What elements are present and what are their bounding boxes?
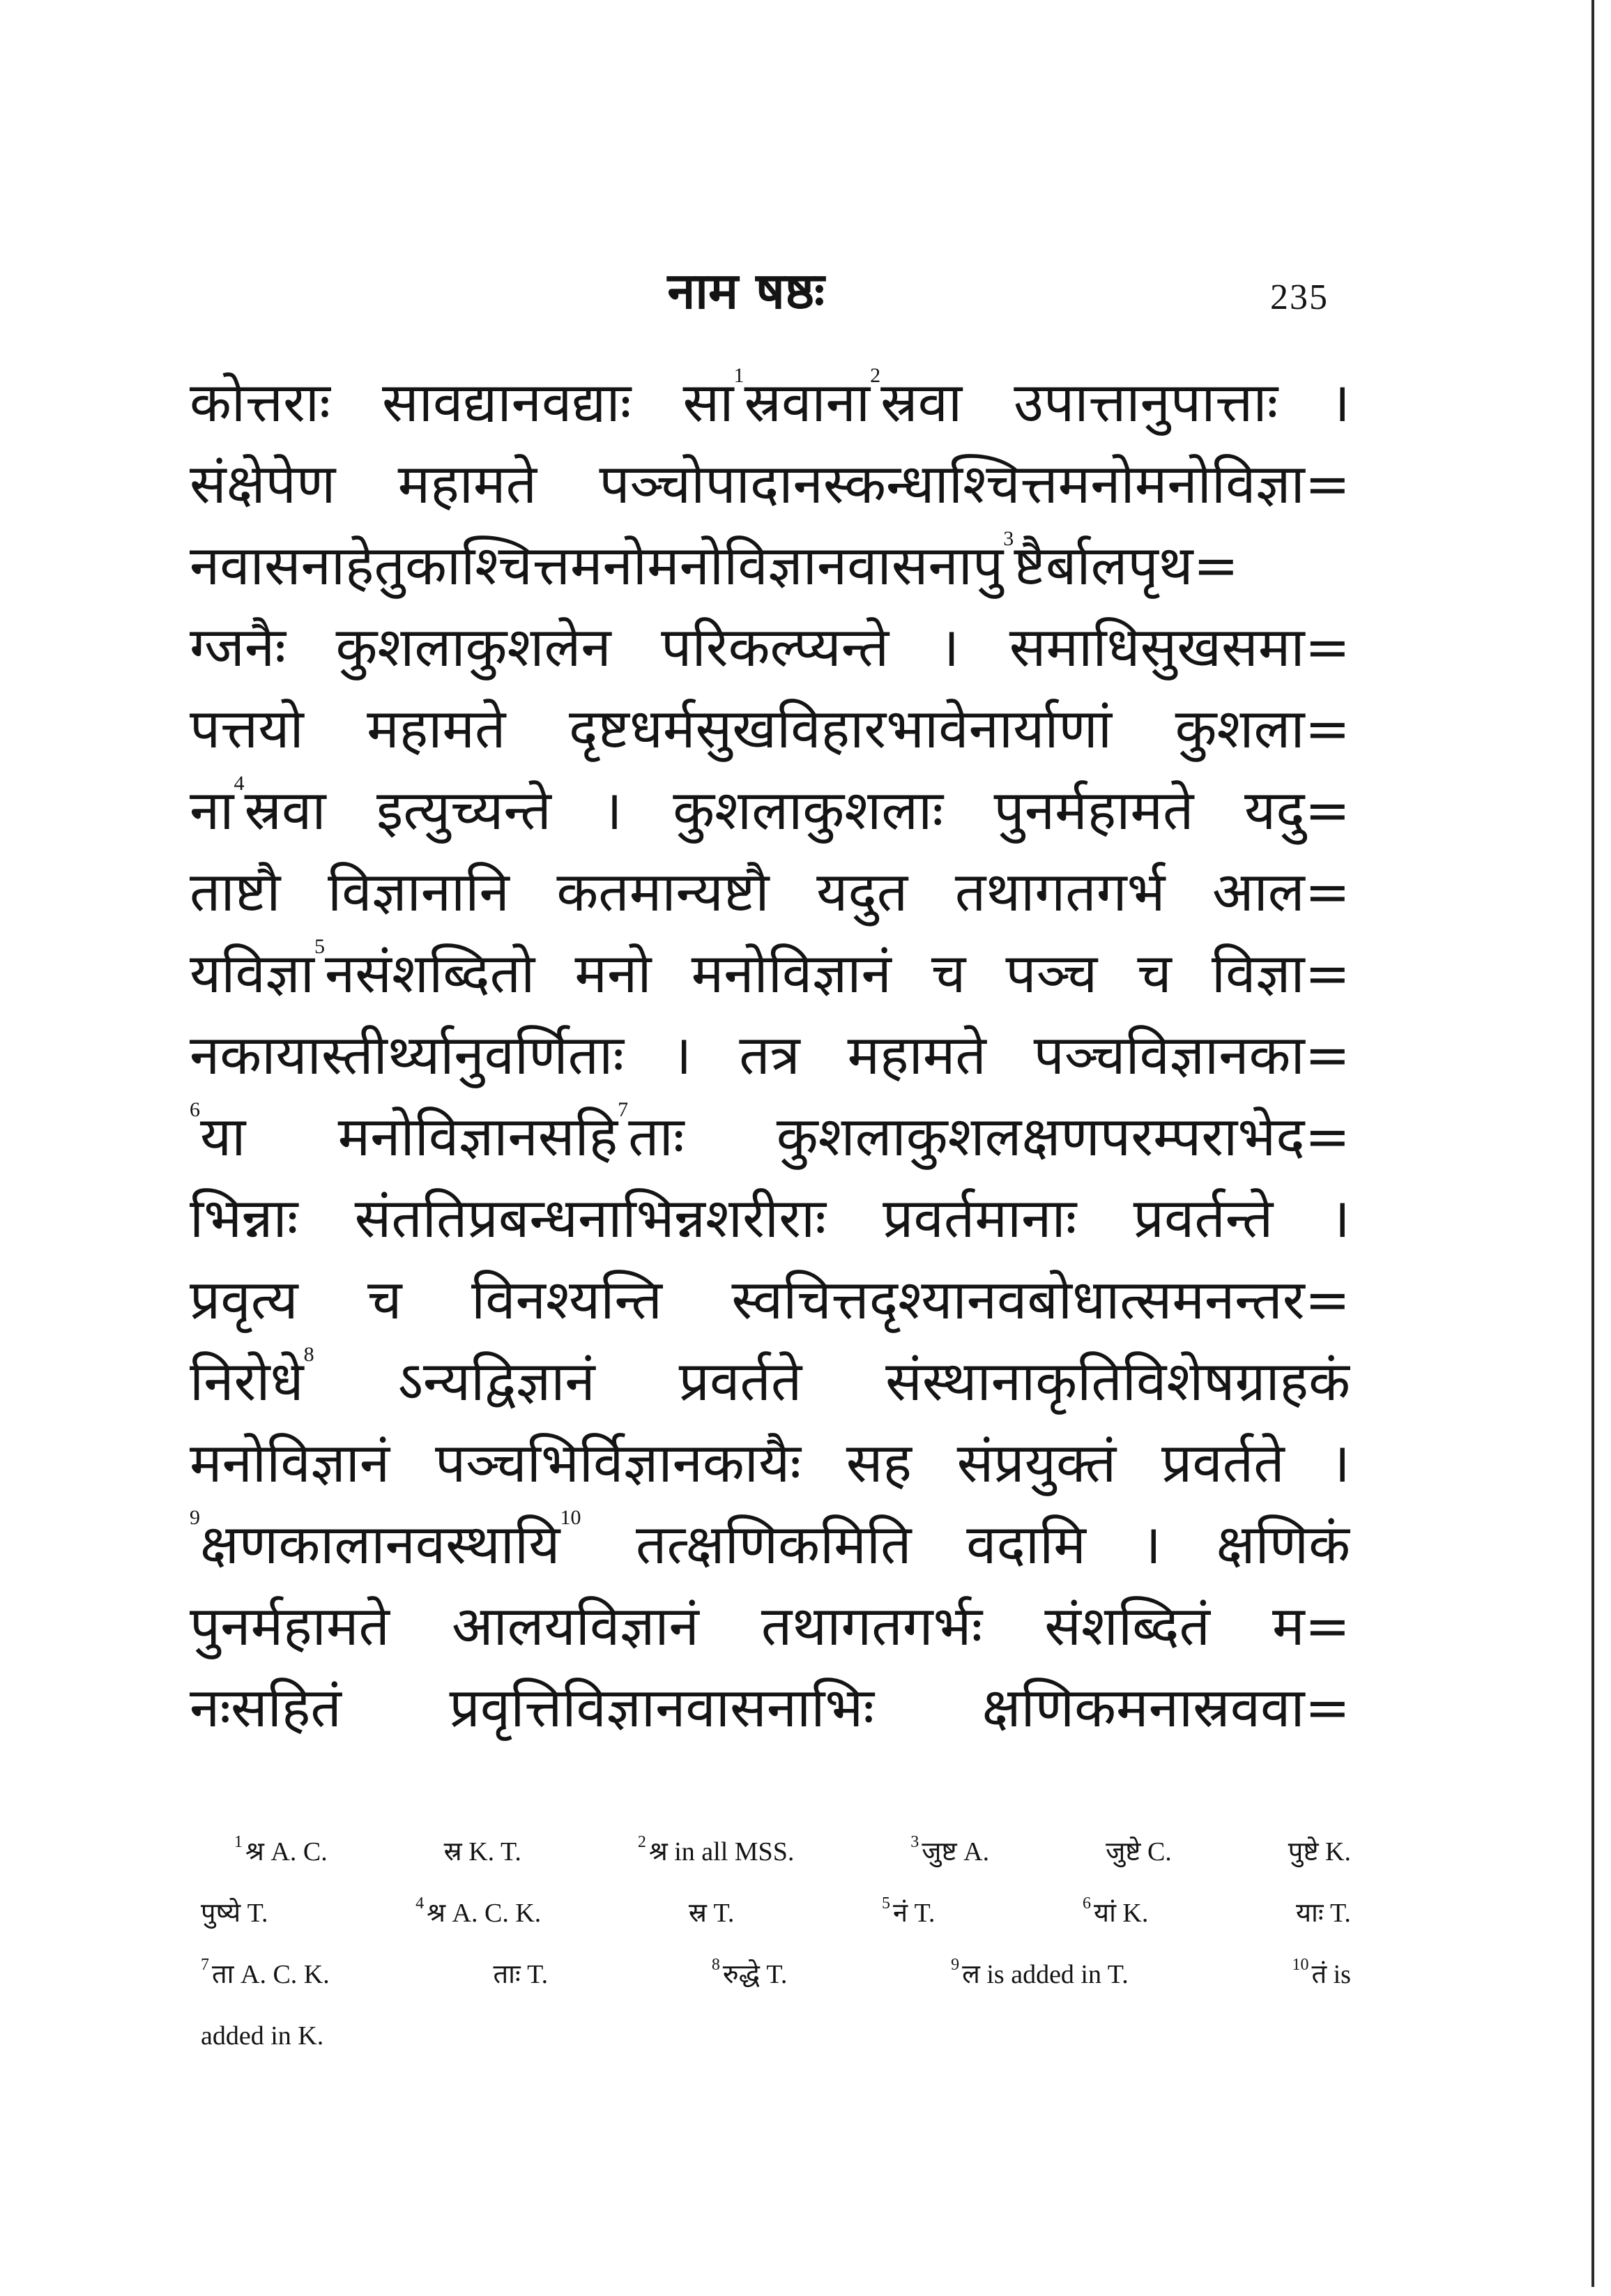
text-segment: नसंशब्दितो मनो मनोविज्ञानं च पञ्च च विज्ञा=: [325, 943, 1350, 1005]
text-segment: स्रवा इत्युच्यन्ते । कुशलाकुशलाः पुनर्महामते यदु=: [244, 780, 1350, 842]
text-segment: निरोधे: [190, 1351, 304, 1413]
footnote-entry: [1106, 1821, 1172, 1883]
text-segment: यविज्ञा: [190, 943, 315, 1005]
text-segment: भिन्नाः संततिप्रबन्धनाभिन्नशरीराः प्रवर्तमानाः प्रवर्तन्ते ।: [190, 1187, 1350, 1250]
footnote-text: यां K.: [1094, 1899, 1149, 1928]
footnote-entry: [1292, 1944, 1351, 2005]
footnote-text: श्र A. C. K.: [427, 1899, 542, 1928]
footnote-number: 5: [881, 1894, 890, 1913]
footnote-marker: 7: [618, 1098, 629, 1121]
footnote-text: जुष्टे C.: [1106, 1837, 1172, 1867]
footnote-text: नं T.: [892, 1899, 936, 1928]
text-line: [190, 1341, 1350, 1423]
footnote-entry: [415, 1883, 541, 1944]
footnote-marker: 1: [733, 364, 745, 387]
text-line: [190, 689, 1350, 770]
text-segment: तत्क्षणिकमिति वदामि । क्षणिकं: [581, 1514, 1350, 1576]
footnote-text: added in K.: [201, 2021, 324, 2051]
footnote-marker: 2: [870, 364, 881, 387]
footnote-number: 4: [415, 1894, 425, 1913]
text-segment: ताः कुशलाकुशलक्षणपरम्पराभेद=: [628, 1106, 1350, 1169]
text-segment: ना: [190, 780, 234, 842]
text-segment: मनोविज्ञानं पञ्चभिर्विज्ञानकायैः सह संप्रयुक्तं प्रवर्तते ।: [190, 1432, 1350, 1495]
footnote-marker: 3: [1003, 527, 1014, 550]
footnote-text: स्र K. T.: [443, 1837, 521, 1867]
footnote-entry: [201, 1944, 330, 2005]
text-line: [190, 770, 1350, 852]
text-line: [190, 1015, 1350, 1097]
footnote-number: 8: [711, 1956, 720, 1974]
text-line: [190, 363, 1350, 444]
footnote-entry: [712, 1944, 787, 2005]
footnote-marker: 10: [560, 1506, 581, 1529]
footnote-number: 7: [201, 1956, 209, 1974]
footnote-text: पुष्ये T.: [201, 1899, 268, 1928]
scan-edge-line: [1591, 0, 1594, 2287]
text-segment: स्रवाना: [744, 372, 871, 434]
footnote-entry: [910, 1821, 989, 1883]
footnote-entry: [951, 1944, 1129, 2005]
text-segment: नवासनाहेतुकाश्चित्तमनोमनोविज्ञानवासनापु: [190, 535, 1004, 598]
text-line: [190, 1260, 1350, 1341]
text-line: [190, 526, 1350, 607]
text-line: [190, 444, 1350, 526]
text-segment: ऽन्यद्विज्ञानं प्रवर्तते संस्थानाकृतिविशेषग्राहकं: [314, 1351, 1350, 1413]
text-segment: प्रवृत्य च विनश्यन्ति स्वचित्तदृश्यानवबोधात्समनन्तर=: [190, 1269, 1350, 1332]
footnote-entry: [1296, 1883, 1351, 1944]
footnote-number: 2: [637, 1833, 646, 1851]
body-text: [190, 363, 1350, 1749]
footnote-entry: [882, 1883, 935, 1944]
footnote-entry: [201, 1883, 268, 1944]
footnote-row: [201, 2005, 1351, 2067]
footnote-text: ल is added in T.: [962, 1960, 1129, 1989]
footnote-text: ता A. C. K.: [212, 1960, 330, 1989]
footnote-number: 1: [234, 1833, 243, 1851]
footnote-row: [201, 1883, 1351, 1944]
text-segment: क्षणकालानवस्थायि: [200, 1514, 560, 1576]
footnote-marker: 6: [190, 1098, 200, 1121]
text-line: [190, 1423, 1350, 1505]
footnote-text: रुद्धे T.: [722, 1960, 788, 1989]
text-segment: या मनोविज्ञानसहि: [200, 1106, 618, 1169]
text-segment: कोत्तराः सावद्यानवद्याः सा: [190, 372, 734, 434]
text-segment: नकायास्तीर्थ्यानुवर्णिताः । तत्र महामते पञ्चविज्ञानका=: [190, 1024, 1350, 1087]
text-segment: पुनर्महामते आलयविज्ञानं तथागतगर्भः संशब्दितं म=: [190, 1595, 1350, 1658]
footnote-entry: [234, 1821, 328, 1883]
footnote-marker: 4: [234, 772, 245, 795]
text-segment: ताष्टौ विज्ञानानि कतमान्यष्टौ यदुत तथागतगर्भ आल=: [190, 861, 1350, 924]
footnote-text: ताः T.: [493, 1960, 549, 1989]
text-line: [190, 1178, 1350, 1260]
text-line: [190, 607, 1350, 689]
footnote-marker: 9: [190, 1506, 200, 1529]
page-number: 235: [1270, 278, 1329, 317]
footnote-entry: [494, 1944, 549, 2005]
footnote-number: 3: [910, 1833, 919, 1851]
footnote-number: 6: [1083, 1894, 1092, 1913]
text-segment: ष्टैर्बालपृथ=: [1014, 535, 1239, 598]
footnote-text: पुष्टे K.: [1288, 1837, 1351, 1867]
footnote-text: श्र A. C.: [245, 1837, 328, 1867]
footnotes: [201, 1821, 1351, 2067]
footnote-row: [201, 1944, 1351, 2005]
footnote-entry: [1288, 1821, 1351, 1883]
footnote-marker: 8: [303, 1343, 314, 1366]
text-segment: ग्जनैः कुशलाकुशलेन परिकल्प्यन्ते । समाधिसुखसमा=: [190, 616, 1350, 679]
text-line: [190, 934, 1350, 1015]
footnote-text: स्र T.: [688, 1899, 735, 1928]
text-line: [190, 1097, 1350, 1178]
text-line: [190, 1505, 1350, 1586]
footnote-number: 9: [951, 1956, 960, 1974]
footnote-entry: [1083, 1883, 1148, 1944]
footnote-entry: [201, 2005, 323, 2067]
text-segment: पत्तयो महामते दृष्टधर्मसुखविहारभावेनार्याणां कुशला=: [190, 698, 1350, 761]
text-line: [190, 852, 1350, 934]
footnote-text: याः T.: [1295, 1899, 1351, 1928]
text-segment: नःसहितं प्रवृत्तिविज्ञानवासनाभिः क्षणिकमनास्रववा=: [190, 1677, 1350, 1740]
footnote-number: 10: [1292, 1956, 1309, 1974]
footnote-entry: [638, 1821, 795, 1883]
footnote-row: [201, 1821, 1351, 1883]
footnote-entry: [444, 1821, 521, 1883]
page-title: नाम षष्ठः: [667, 261, 825, 320]
text-segment: स्रवा उपात्तानुपात्ताः ।: [880, 372, 1350, 434]
text-line: [190, 1668, 1350, 1749]
footnote-text: जुष्ट A.: [922, 1837, 990, 1867]
footnote-text: श्र in all MSS.: [648, 1837, 795, 1867]
footnote-entry: [689, 1883, 734, 1944]
text-line: [190, 1586, 1350, 1668]
footnote-marker: 5: [314, 935, 326, 958]
text-segment: संक्षेपेण महामते पञ्चोपादानस्कन्धाश्चित्तमनोमनोविज्ञा=: [190, 453, 1350, 516]
footnote-text: तं is: [1311, 1960, 1351, 1989]
